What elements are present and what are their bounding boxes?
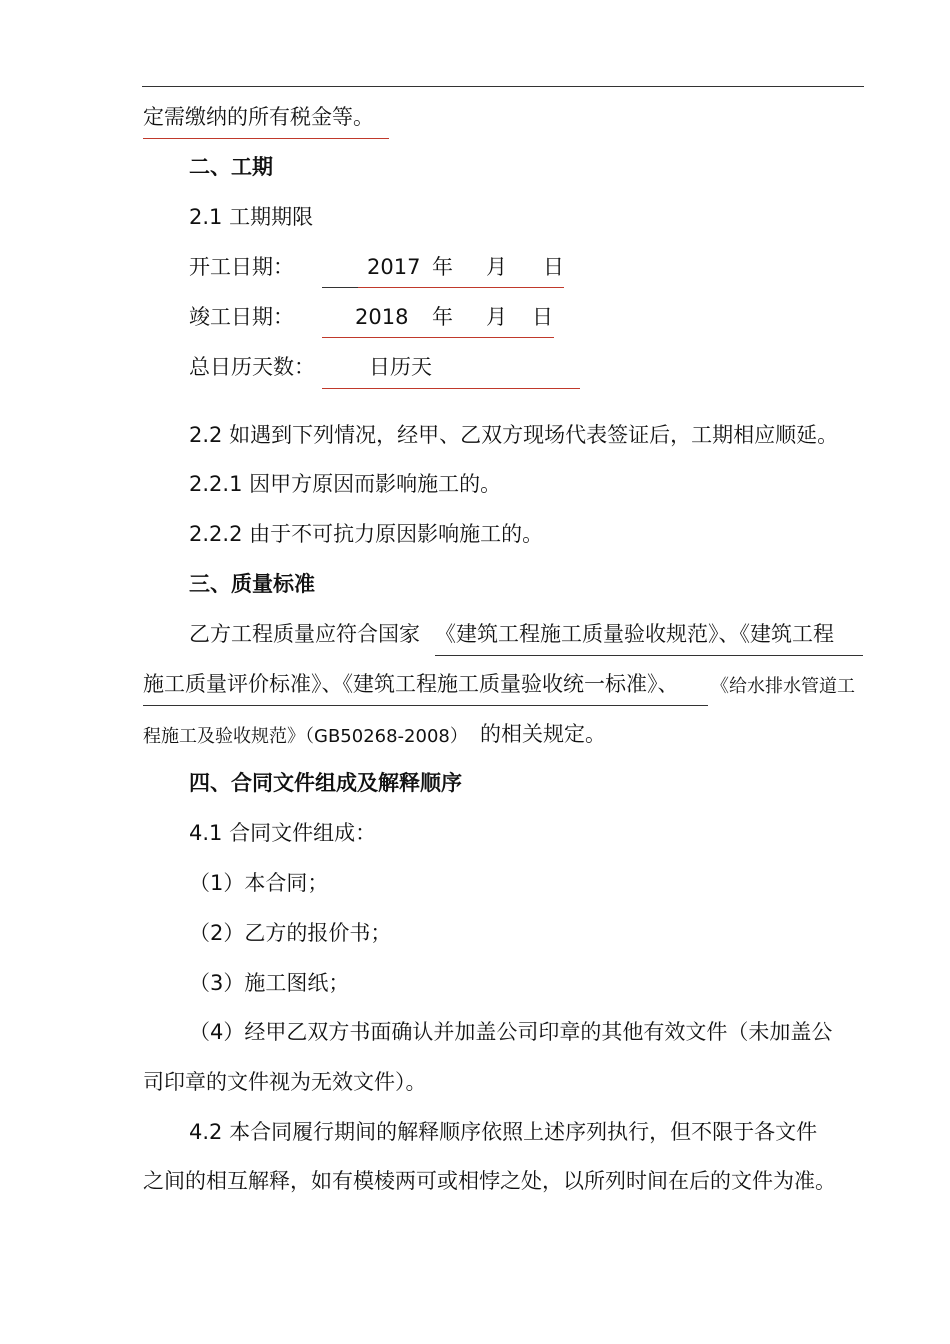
list-item-1: （1）本合同；	[189, 871, 329, 895]
continuation-underline	[143, 138, 389, 139]
start-date-year: 2017	[367, 255, 421, 279]
header-rule	[142, 86, 864, 87]
total-days-value: 日历天	[369, 355, 432, 379]
quality-standard-ref-1: 《建筑工程施工质量验收规范》、《建筑工程	[435, 622, 834, 646]
clause-4-2-line-1: 4.2 本合同履行期间的解释顺序依照上述序列执行，但不限于各文件	[189, 1120, 818, 1144]
end-date-year-unit: 年	[432, 305, 453, 329]
start-date-month-unit: 月	[486, 255, 507, 279]
start-date-underline	[358, 287, 564, 288]
section-2-title: 二、工期	[189, 155, 273, 179]
list-item-3: （3）施工图纸；	[189, 971, 350, 995]
quality-standard-ref-3: 《给水排水管道工	[711, 676, 855, 697]
quality-line-3-end: 的相关规定。	[480, 722, 606, 746]
total-days-label: 总日历天数：	[189, 355, 315, 379]
end-date-year: 2018	[355, 305, 409, 329]
start-date-label: 开工日期：	[189, 255, 294, 279]
continuation-line: 定需缴纳的所有税金等。	[143, 105, 374, 129]
total-days-underline	[322, 388, 580, 389]
quality-standard-ref-4: 程施工及验收规范》（GB50268-2008）	[143, 726, 468, 747]
start-date-underline-left	[322, 287, 358, 288]
end-date-day-unit: 日	[532, 305, 553, 329]
list-item-4-line-2: 司印章的文件视为无效文件）。	[143, 1070, 427, 1094]
list-item-2: （2）乙方的报价书；	[189, 921, 392, 945]
quality-line-2-underline	[143, 705, 708, 706]
section-3-title: 三、质量标准	[189, 572, 315, 596]
list-item-4-line-1: （4）经甲乙双方书面确认并加盖公司印章的其他有效文件（未加盖公	[189, 1020, 833, 1044]
clause-2-2-2: 2.2.2 由于不可抗力原因影响施工的。	[189, 522, 544, 546]
end-date-label: 竣工日期：	[189, 305, 294, 329]
start-date-year-unit: 年	[432, 255, 453, 279]
clause-2-1: 2.1 工期期限	[189, 205, 314, 229]
quality-standard-ref-2: 施工质量评价标准》、《建筑工程施工质量验收统一标准》、	[143, 672, 679, 696]
section-4-title: 四、合同文件组成及解释顺序	[189, 771, 462, 795]
start-date-day-unit: 日	[543, 255, 564, 279]
end-date-month-unit: 月	[486, 305, 507, 329]
clause-2-2: 2.2 如遇到下列情况，经甲、乙双方现场代表签证后，工期相应顺延。	[189, 423, 839, 447]
clause-2-2-1: 2.2.1 因甲方原因而影响施工的。	[189, 472, 502, 496]
quality-line-1-start: 乙方工程质量应符合国家	[189, 622, 420, 646]
clause-4-1: 4.1 合同文件组成：	[189, 821, 377, 845]
end-date-underline	[322, 337, 554, 338]
quality-line-1-underline	[435, 655, 863, 656]
clause-4-2-line-2: 之间的相互解释，如有模棱两可或相悖之处，以所列时间在后的文件为准。	[143, 1169, 836, 1193]
